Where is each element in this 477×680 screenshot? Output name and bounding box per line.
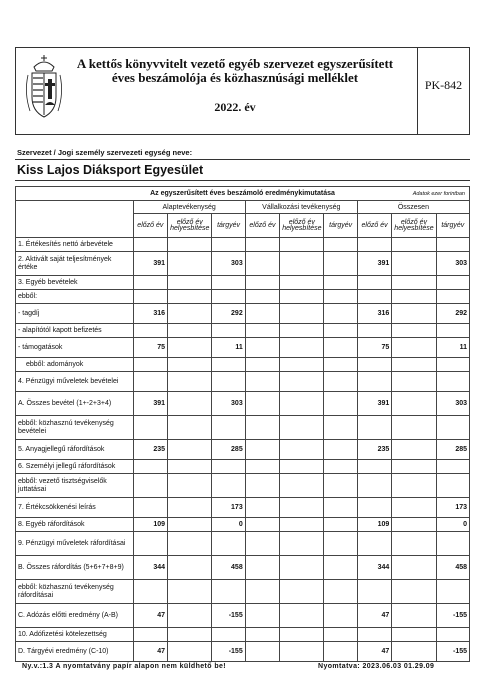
row-label: ebből: közhasznú tevékenység ráfordításai xyxy=(16,580,134,604)
table-row xyxy=(16,440,470,460)
value-cell xyxy=(324,304,357,324)
value-cell xyxy=(168,556,212,580)
value-cell xyxy=(392,604,436,628)
column-subheader: előző év helyesbítése xyxy=(392,214,436,238)
value-cell: 11 xyxy=(436,338,469,358)
value-cell xyxy=(212,276,245,290)
value-cell xyxy=(168,392,212,416)
table-row xyxy=(16,628,470,642)
units-note: Adatok ezer forintban xyxy=(412,191,465,197)
value-cell xyxy=(280,290,324,304)
value-cell xyxy=(212,460,245,474)
column-subheader: előző év helyesbítése xyxy=(280,214,324,238)
value-cell: -155 xyxy=(436,642,469,662)
income-statement-container xyxy=(15,186,470,655)
value-cell: 391 xyxy=(133,252,167,276)
value-cell: 173 xyxy=(436,498,469,518)
value-cell xyxy=(392,358,436,372)
value-cell xyxy=(392,474,436,498)
table-row xyxy=(16,474,470,498)
value-cell xyxy=(133,238,167,252)
value-cell xyxy=(168,338,212,358)
value-cell xyxy=(133,324,167,338)
value-cell xyxy=(392,372,436,392)
value-cell: 109 xyxy=(133,518,167,532)
value-cell xyxy=(168,498,212,518)
value-cell xyxy=(436,416,469,440)
value-cell xyxy=(168,604,212,628)
value-cell xyxy=(324,372,357,392)
value-cell xyxy=(245,304,279,324)
table-row xyxy=(16,518,470,532)
value-cell xyxy=(324,290,357,304)
value-cell: 47 xyxy=(357,604,391,628)
table-row xyxy=(16,290,470,304)
value-cell xyxy=(357,416,391,440)
row-label: 8. Egyéb ráfordítások xyxy=(16,518,134,532)
value-cell xyxy=(212,324,245,338)
value-cell xyxy=(280,338,324,358)
print-timestamp: Nyomtatva: 2023.06.03 01.29.09 xyxy=(318,663,435,670)
value-cell xyxy=(392,628,436,642)
value-cell xyxy=(392,304,436,324)
value-cell xyxy=(245,440,279,460)
value-cell xyxy=(436,628,469,642)
value-cell xyxy=(392,460,436,474)
value-cell: 109 xyxy=(357,518,391,532)
value-cell: 344 xyxy=(133,556,167,580)
value-cell xyxy=(133,580,167,604)
table-row xyxy=(16,324,470,338)
value-cell: 0 xyxy=(436,518,469,532)
row-label: 7. Értékcsökkenési leírás xyxy=(16,498,134,518)
value-cell xyxy=(168,358,212,372)
value-cell: -155 xyxy=(212,642,245,662)
table-row xyxy=(16,238,470,252)
table-row xyxy=(16,358,470,372)
group-header-vallalkozasi: Vállalkozási tevékenység xyxy=(245,201,357,214)
value-cell xyxy=(324,392,357,416)
value-cell xyxy=(324,440,357,460)
value-cell: 292 xyxy=(436,304,469,324)
document-title xyxy=(70,57,400,85)
value-cell xyxy=(357,372,391,392)
value-cell xyxy=(324,556,357,580)
value-cell xyxy=(357,276,391,290)
value-cell xyxy=(168,642,212,662)
table-row xyxy=(16,642,470,662)
value-cell xyxy=(168,372,212,392)
value-cell xyxy=(280,252,324,276)
row-label: D. Tárgyévi eredmény (C-10) xyxy=(16,642,134,662)
value-cell xyxy=(133,460,167,474)
value-cell xyxy=(133,372,167,392)
value-cell: 391 xyxy=(357,392,391,416)
value-cell xyxy=(168,324,212,338)
value-cell xyxy=(245,252,279,276)
value-cell: 47 xyxy=(357,642,391,662)
table-title-cell xyxy=(16,187,470,201)
value-cell xyxy=(168,276,212,290)
value-cell xyxy=(168,304,212,324)
value-cell xyxy=(245,628,279,642)
value-cell: 11 xyxy=(212,338,245,358)
value-cell xyxy=(280,392,324,416)
value-cell: 458 xyxy=(436,556,469,580)
value-cell xyxy=(357,238,391,252)
table-row xyxy=(16,604,470,628)
value-cell xyxy=(392,290,436,304)
row-label: ebből: vezető tisztségviselők juttatásai xyxy=(16,474,134,498)
value-cell xyxy=(357,358,391,372)
value-cell xyxy=(280,238,324,252)
table-row xyxy=(16,392,470,416)
value-cell: 75 xyxy=(357,338,391,358)
value-cell xyxy=(245,276,279,290)
table-row xyxy=(16,276,470,290)
value-cell xyxy=(133,358,167,372)
table-row xyxy=(16,460,470,474)
column-subheader: tárgyév xyxy=(212,214,245,238)
value-cell xyxy=(324,324,357,338)
value-cell xyxy=(245,532,279,556)
row-label: ebből: adományok xyxy=(16,358,134,372)
value-cell xyxy=(357,580,391,604)
value-cell xyxy=(436,358,469,372)
row-label: - alapítótól kapott befizetés xyxy=(16,324,134,338)
value-cell xyxy=(392,252,436,276)
row-label: - tagdíj xyxy=(16,304,134,324)
value-cell xyxy=(280,474,324,498)
value-cell xyxy=(245,642,279,662)
org-label: Szervezet / Jogi személy szervezeti egység neve: xyxy=(17,148,193,157)
value-cell xyxy=(280,518,324,532)
value-cell xyxy=(324,474,357,498)
form-code: PK-842 xyxy=(424,78,463,92)
value-cell xyxy=(392,518,436,532)
value-cell xyxy=(392,338,436,358)
value-cell xyxy=(133,416,167,440)
value-cell xyxy=(168,238,212,252)
value-cell xyxy=(168,440,212,460)
value-cell xyxy=(324,358,357,372)
value-cell xyxy=(133,474,167,498)
value-cell: 0 xyxy=(212,518,245,532)
value-cell xyxy=(392,440,436,460)
value-cell: 458 xyxy=(212,556,245,580)
row-label: 2. Aktivált saját teljesítmények értéke xyxy=(16,252,134,276)
value-cell xyxy=(212,416,245,440)
value-cell xyxy=(133,276,167,290)
value-cell xyxy=(212,290,245,304)
row-label: 5. Anyagjellegű ráfordítások xyxy=(16,440,134,460)
row-label: B. Összes ráfordítás (5+6+7+8+9) xyxy=(16,556,134,580)
value-cell xyxy=(357,290,391,304)
value-cell xyxy=(324,338,357,358)
value-cell xyxy=(245,518,279,532)
value-cell: 303 xyxy=(436,392,469,416)
value-cell xyxy=(212,532,245,556)
value-cell xyxy=(324,276,357,290)
report-year: 2022. év xyxy=(214,100,256,114)
value-cell xyxy=(245,338,279,358)
column-subheader: tárgyév xyxy=(436,214,469,238)
value-cell xyxy=(168,416,212,440)
column-subheader: tárgyév xyxy=(324,214,357,238)
value-cell: 285 xyxy=(436,440,469,460)
value-cell xyxy=(324,238,357,252)
table-row xyxy=(16,338,470,358)
value-cell xyxy=(436,532,469,556)
value-cell: 391 xyxy=(133,392,167,416)
value-cell xyxy=(436,460,469,474)
row-label: 4. Pénzügyi műveletek bevételei xyxy=(16,372,134,392)
value-cell xyxy=(133,498,167,518)
value-cell xyxy=(280,532,324,556)
value-cell xyxy=(436,372,469,392)
value-cell xyxy=(245,474,279,498)
row-label: 9. Pénzügyi műveletek ráfordításai xyxy=(16,532,134,556)
value-cell: 303 xyxy=(212,392,245,416)
value-cell xyxy=(392,324,436,338)
row-label: 10. Adófizetési kötelezettség xyxy=(16,628,134,642)
value-cell xyxy=(168,628,212,642)
group-header-osszesen: Összesen xyxy=(357,201,469,214)
value-cell xyxy=(168,518,212,532)
value-cell xyxy=(357,498,391,518)
value-cell: 391 xyxy=(357,252,391,276)
value-cell xyxy=(245,372,279,392)
value-cell: 292 xyxy=(212,304,245,324)
value-cell xyxy=(245,604,279,628)
row-label: A. Összes bevétel (1+-2+3+4) xyxy=(16,392,134,416)
value-cell xyxy=(324,498,357,518)
value-cell xyxy=(245,358,279,372)
value-cell xyxy=(280,324,324,338)
table-row xyxy=(16,304,470,324)
column-subheader: előző év xyxy=(245,214,279,238)
value-cell: 47 xyxy=(133,642,167,662)
value-cell xyxy=(168,580,212,604)
table-row xyxy=(16,498,470,518)
value-cell xyxy=(392,642,436,662)
value-cell xyxy=(212,628,245,642)
value-cell xyxy=(392,532,436,556)
label-header-cell xyxy=(16,201,134,238)
value-cell xyxy=(245,416,279,440)
value-cell xyxy=(436,474,469,498)
value-cell xyxy=(212,238,245,252)
value-cell xyxy=(280,372,324,392)
value-cell xyxy=(357,628,391,642)
value-cell xyxy=(245,290,279,304)
value-cell xyxy=(436,276,469,290)
group-header-alap: Alaptevékenység xyxy=(133,201,245,214)
value-cell xyxy=(245,498,279,518)
row-label: 1. Értékesítés nettó árbevétele xyxy=(16,238,134,252)
value-cell xyxy=(357,474,391,498)
value-cell: 235 xyxy=(357,440,391,460)
value-cell: -155 xyxy=(212,604,245,628)
value-cell: 303 xyxy=(212,252,245,276)
table-row xyxy=(16,556,470,580)
value-cell xyxy=(212,372,245,392)
value-cell xyxy=(212,474,245,498)
value-cell xyxy=(133,290,167,304)
value-cell xyxy=(133,628,167,642)
value-cell xyxy=(245,556,279,580)
row-label: ebből: közhasznú tevékenység bevételei xyxy=(16,416,134,440)
value-cell xyxy=(392,392,436,416)
document-title-line2: éves beszámolója és közhasznúsági melléklet xyxy=(111,70,359,85)
value-cell xyxy=(357,532,391,556)
value-cell xyxy=(324,628,357,642)
value-cell xyxy=(392,416,436,440)
value-cell: -155 xyxy=(436,604,469,628)
value-cell xyxy=(280,556,324,580)
value-cell xyxy=(436,324,469,338)
row-label: 3. Egyéb bevételek xyxy=(16,276,134,290)
table-title: Az egyszerűsített éves beszámoló eredménykimutatása xyxy=(150,190,335,197)
value-cell xyxy=(280,460,324,474)
value-cell xyxy=(168,252,212,276)
value-cell xyxy=(245,238,279,252)
value-cell xyxy=(324,518,357,532)
table-row xyxy=(16,532,470,556)
coat-of-arms-icon xyxy=(22,53,66,125)
table-row xyxy=(16,252,470,276)
document-title-line1: A kettős könyvvitelt vezető egyéb szervezet egyszerűsített xyxy=(76,56,394,71)
value-cell xyxy=(280,628,324,642)
value-cell xyxy=(280,358,324,372)
column-subheader: előző év xyxy=(357,214,391,238)
value-cell xyxy=(280,580,324,604)
value-cell xyxy=(324,252,357,276)
value-cell xyxy=(324,460,357,474)
value-cell xyxy=(436,290,469,304)
table-body xyxy=(16,238,470,662)
value-cell: 235 xyxy=(133,440,167,460)
value-cell xyxy=(280,304,324,324)
table-row xyxy=(16,580,470,604)
table-row xyxy=(16,372,470,392)
row-label: 6. Személyi jellegű ráfordítások xyxy=(16,460,134,474)
value-cell xyxy=(324,642,357,662)
value-cell: 303 xyxy=(436,252,469,276)
value-cell xyxy=(280,642,324,662)
value-cell xyxy=(324,532,357,556)
value-cell xyxy=(168,532,212,556)
value-cell xyxy=(280,498,324,518)
column-subheader: előző év helyesbítése xyxy=(168,214,212,238)
value-cell xyxy=(392,238,436,252)
org-name: Kiss Lajos Diáksport Egyesület xyxy=(17,163,204,177)
value-cell xyxy=(392,580,436,604)
value-cell xyxy=(245,460,279,474)
value-cell xyxy=(392,498,436,518)
value-cell xyxy=(245,580,279,604)
value-cell xyxy=(133,532,167,556)
value-cell xyxy=(212,580,245,604)
value-cell xyxy=(168,474,212,498)
value-cell: 316 xyxy=(133,304,167,324)
value-cell xyxy=(436,238,469,252)
value-cell xyxy=(324,580,357,604)
value-cell xyxy=(324,604,357,628)
column-subheader: előző év xyxy=(133,214,167,238)
value-cell xyxy=(168,290,212,304)
value-cell: 75 xyxy=(133,338,167,358)
value-cell xyxy=(245,392,279,416)
value-cell xyxy=(392,276,436,290)
value-cell: 316 xyxy=(357,304,391,324)
value-cell xyxy=(324,416,357,440)
value-cell xyxy=(280,440,324,460)
row-label: ebből: xyxy=(16,290,134,304)
value-cell: 47 xyxy=(133,604,167,628)
income-statement-table xyxy=(15,186,470,662)
value-cell xyxy=(245,324,279,338)
value-cell xyxy=(357,324,391,338)
value-cell: 173 xyxy=(212,498,245,518)
value-cell xyxy=(280,604,324,628)
value-cell xyxy=(392,556,436,580)
value-cell xyxy=(280,416,324,440)
value-cell: 344 xyxy=(357,556,391,580)
value-cell xyxy=(357,460,391,474)
value-cell xyxy=(168,460,212,474)
table-row xyxy=(16,416,470,440)
value-cell xyxy=(280,276,324,290)
value-cell xyxy=(212,358,245,372)
footer-note: Ny.v.:1.3 A nyomtatvány papír alapon nem küldhető be! xyxy=(22,663,227,670)
row-label: C. Adózás előtti eredmény (A-B) xyxy=(16,604,134,628)
row-label: - támogatások xyxy=(16,338,134,358)
value-cell: 285 xyxy=(212,440,245,460)
value-cell xyxy=(436,580,469,604)
